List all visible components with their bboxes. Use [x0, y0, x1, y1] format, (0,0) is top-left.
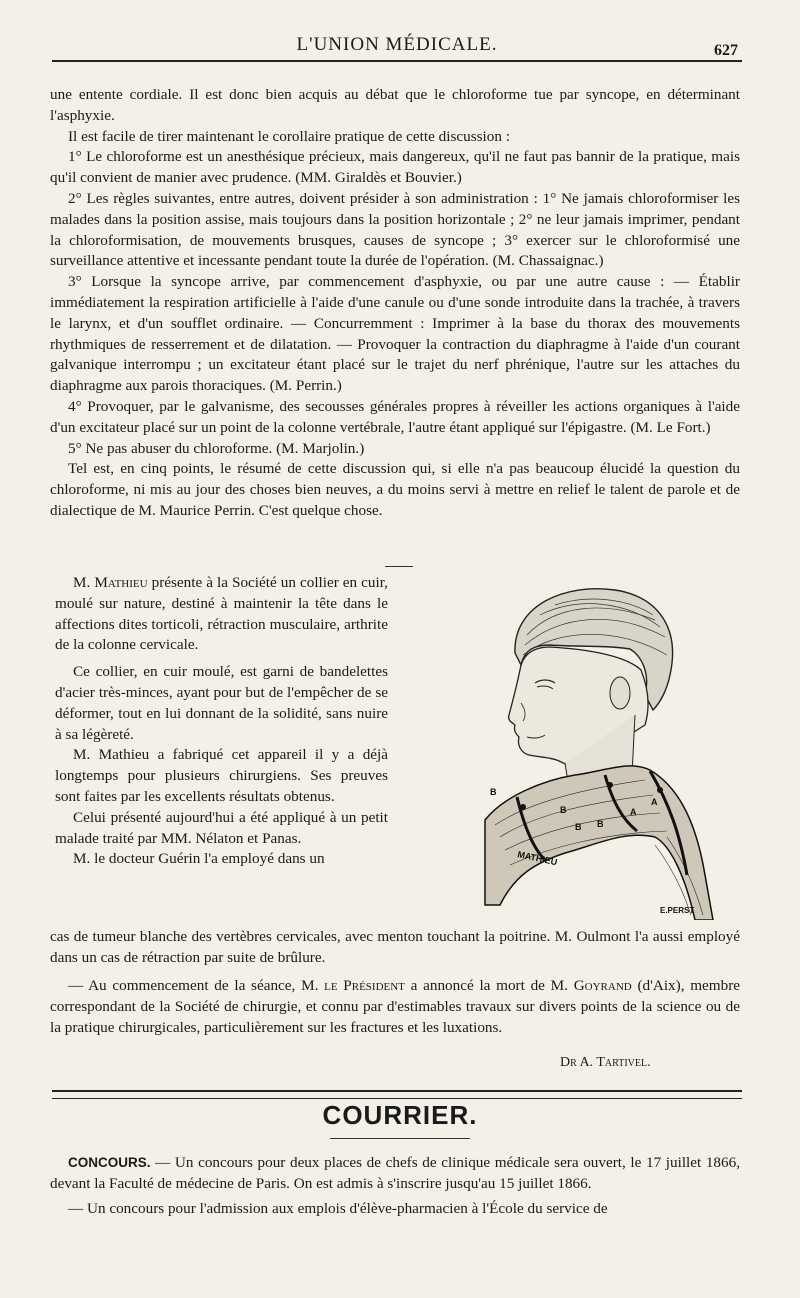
figure-letter: B	[597, 819, 604, 829]
president-title: M. le Président	[301, 977, 405, 994]
figure-letter: B	[490, 787, 497, 797]
paragraph: 1° Le chloroforme est un anesthésique précieux, mais dangereux, qu'il ne faut pas bannir de la pratique, mais qu'il convient de manier avec prudence. (MM. Giraldès et Bouvier.)	[50, 148, 740, 187]
collier-description	[55, 573, 388, 870]
figure-letter: A	[630, 807, 637, 817]
paragraph: Ce collier, en cuir moulé, est garni de bandelettes d'acier très-minces, ayant pour but de l'empêcher de se déformer, tout en lui donnant de la solidité, sans nuire à sa légèreté.	[55, 663, 388, 743]
collar-engraving	[455, 575, 735, 920]
goyrand-notice	[50, 976, 740, 1038]
figure-letter: A	[651, 797, 658, 807]
paragraph: 2° Les règles suivantes, entre autres, doivent présider à son administration : 1° Ne jamais chloroformiser les malades dans la position assise, mais toujours dans la position horizontale ; 2° ne leur jamais imprimer, pendant la chloroformisation, de mouvements brusques, causes de syncope ; 3° exercer sur le chloroformisé une surveillance attentive et incessante pendant toute la durée de l'opération. (M. Chassaignac.)	[50, 189, 740, 270]
page-number: 627	[714, 42, 738, 59]
collar-illustration	[455, 575, 735, 920]
paragraph: 4° Provoquer, par le galvanisme, des secousses générales propres à réveiller les actions organiques à l'aide d'un excitateur placé sur un point de la colonne vertébrale, l'autre étant appliqué sur l'épigastre. (M. Le Fort.)	[50, 397, 740, 436]
figure-letter: B	[575, 822, 582, 832]
paragraph: 5° Ne pas abuser du chloroforme. (M. Marjolin.)	[68, 439, 365, 457]
paragraph-text: (d'Aix), membre correspondant de la Société de chirurgie, et connu par d'estimables travaux sur divers points de la science ou de la pratique chirurgicales, particulièrement sur les fractures et les luxations.	[50, 977, 740, 1036]
engraver-signature: E.PERST	[660, 906, 695, 915]
author-signature: Dr A. Tartivel.	[560, 1055, 651, 1070]
running-head	[52, 30, 742, 62]
paragraph	[55, 573, 388, 656]
paragraph: M. Mathieu a fabriqué cet appareil il y a déjà longtemps pour plusieurs chirurgiens. Ses preuves sont faites par les excellents résultats obtenus.	[55, 746, 388, 805]
concours-label: CONCOURS.	[68, 1155, 151, 1170]
collier-continuation	[50, 927, 740, 969]
section-divider	[52, 1090, 742, 1099]
paragraph-text: présente à la Société un collier en cuir, moulé sur nature, destiné à maintenir la tête dans le affections dites torticoli, rétraction musculaire, arthrite de la colonne cervicale.	[55, 574, 388, 654]
chloroform-discussion	[50, 85, 740, 522]
inventor-name: M. Mathieu	[73, 574, 148, 591]
paragraph-text: — Au commencement de la séance,	[68, 977, 302, 994]
paragraph: M. le docteur Guérin l'a employé dans un	[73, 850, 325, 868]
figure-letter: B	[560, 805, 567, 815]
paragraph: Tel est, en cinq points, le résumé de cette discussion qui, si elle n'a pas beaucoup élucidé la question du chloroforme, ni mis au jour des choses bien neuves, a du moins servi à mettre en relief le talent de parole et de dialectique de M. Maurice Perrin. C'est quelque chose.	[50, 460, 740, 519]
paragraph	[50, 976, 740, 1038]
deceased-name: M. Goyrand	[550, 977, 632, 994]
courrier-heading: COURRIER.	[322, 1100, 478, 1130]
section-divider	[385, 566, 413, 567]
paragraph	[50, 1153, 740, 1195]
journal-title: L'UNION MÉDICALE.	[296, 34, 498, 55]
heading-underline	[330, 1138, 470, 1139]
collar-maker-label: MATHIEU	[516, 849, 559, 868]
paragraph: Celui présenté aujourd'hui a été appliqué à un petit malade traité par MM. Nélaton et Panas.	[55, 808, 388, 847]
paragraph: cas de tumeur blanche des vertèbres cervicales, avec menton touchant la poitrine. M. Oulmont l'a aussi employé dans un cas de rétraction par suite de brûlure.	[50, 928, 740, 966]
paragraph: une entente cordiale. Il est donc bien acquis au débat que le chloroforme tue par syncope, en déterminant l'asphyxie.	[50, 86, 740, 124]
paragraph: Il est facile de tirer maintenant le corollaire pratique de cette discussion :	[68, 127, 510, 145]
paragraph-text: — Un concours pour deux places de chefs de clinique médicale sera ouvert, le 17 juillet 1866, devant la Faculté de médecine de Paris. On est admis à s'inscrire jusqu'au 15 juillet 1866.	[50, 1154, 740, 1192]
paragraph: — Un concours pour l'admission aux emplois d'élève-pharmacien à l'École du service de	[68, 1199, 608, 1217]
paragraph: 3° Lorsque la syncope arrive, par commencement d'asphyxie, ou par une autre cause : — Établir immédiatement la respiration artificielle à l'aide d'une canule ou d'une sonde introduite dans la trachée, à travers le larynx, et d'un soufflet ordinaire. — Concurremment : Imprimer à la base du thorax des mouvements rhythmiques de resserrement et de dilatation. — Provoquer la contraction du diaphragme à l'aide d'un courant galvanique interrompu ; un excitateur étant placé sur le trajet du nerf phrénique, l'autre sur les attaches du diaphragme aux parois thoraciques. (M. Perrin.)	[50, 273, 740, 395]
paragraph-text: a annoncé la mort de	[404, 977, 551, 994]
courrier-section	[50, 1153, 740, 1219]
